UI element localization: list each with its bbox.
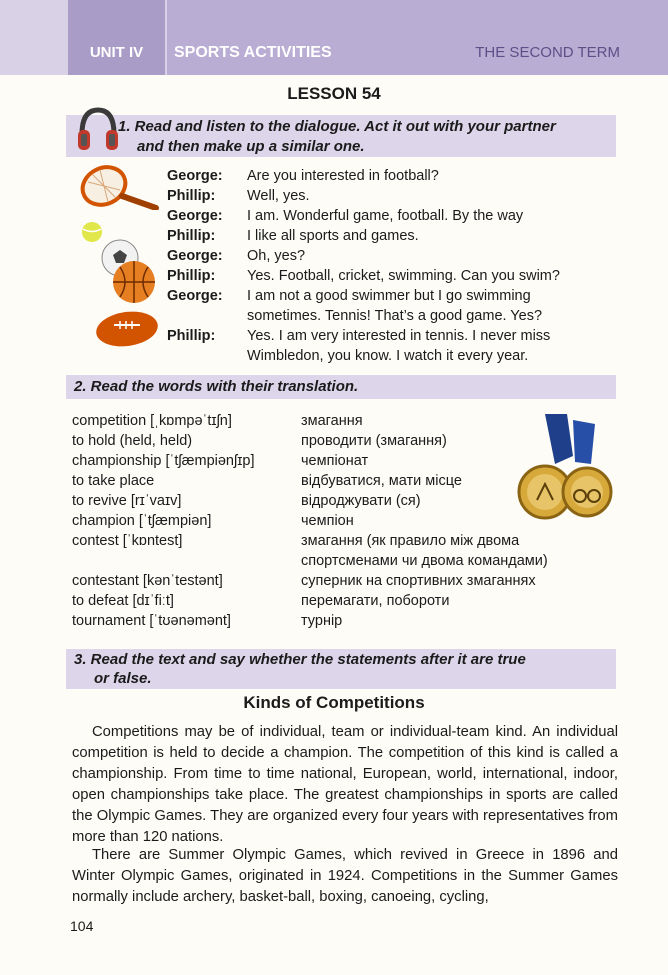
headphones-icon bbox=[76, 106, 120, 154]
rugby-ball-icon bbox=[92, 308, 162, 350]
dialogue-text: I like all sports and games. bbox=[247, 228, 419, 244]
vocab-translation: спортсменами чи двома командами) bbox=[301, 553, 548, 569]
dialogue-text: sometimes. Tennis! That’s a good game. Yes? bbox=[247, 308, 543, 324]
vocab-translation: відбуватися, мати місце bbox=[301, 473, 462, 489]
speaker: George: bbox=[167, 208, 223, 224]
vocab-word: contestant [kənˈtestənt] bbox=[72, 573, 223, 589]
vocab-word: competition [ˌkɒmpəˈtɪʃn] bbox=[72, 413, 232, 429]
vocab-word: contest [ˈkɒntest] bbox=[72, 533, 183, 549]
vocab-word: to revive [rɪˈvaɪv] bbox=[72, 493, 182, 509]
speaker: Phillip: bbox=[167, 328, 216, 344]
tennis-racket-icon bbox=[78, 162, 162, 210]
dialogue-text: I am. Wonderful game, football. By the way bbox=[247, 208, 524, 224]
vocab-word: champion [ˈtʃæmpiən] bbox=[72, 513, 212, 529]
lesson-title: LESSON 54 bbox=[287, 84, 381, 103]
vocab-word: championship [ˈtʃæmpiənʃɪp] bbox=[72, 453, 255, 469]
page-number: 104 bbox=[70, 918, 94, 934]
speaker: George: bbox=[167, 248, 223, 264]
vocab-word: to take place bbox=[72, 473, 155, 489]
vocab-translation: чемпіон bbox=[301, 513, 354, 529]
dialogue-text: I am not a good swimmer but I go swimming bbox=[247, 288, 531, 304]
topic-label: SPORTS ACTIVITIES bbox=[174, 44, 332, 61]
vocab-translation: проводити (змагання) bbox=[301, 433, 447, 449]
vocab-translation: змагання bbox=[301, 413, 363, 429]
dialogue-text: Yes. I am very interested in tennis. I never miss bbox=[247, 328, 551, 344]
vocab-word: to defeat [dɪˈfiːt] bbox=[72, 593, 174, 609]
vocab-translation: відроджувати (ся) bbox=[301, 493, 421, 509]
dialogue-text: Well, yes. bbox=[247, 188, 310, 204]
medals-icon bbox=[515, 414, 615, 526]
vocab-translation: суперник на спортивних змаганнях bbox=[301, 573, 536, 589]
vocab-word: to hold (held, held) bbox=[72, 433, 193, 449]
basketball-icon bbox=[110, 258, 158, 306]
speaker: Phillip: bbox=[167, 268, 216, 284]
task1-line2: and then make up a similar one. bbox=[137, 138, 365, 155]
vocab-word: tournament [ˈtʊənəmənt] bbox=[72, 613, 231, 629]
task3-line1: 3. Read the text and say whether the statements after it are true bbox=[74, 651, 526, 668]
speaker: George: bbox=[167, 288, 223, 304]
vocab-translation: перемагати, побороти bbox=[301, 593, 450, 609]
paragraph: There are Summer Olympic Games, which revived in Greece in 1896 and Winter Olympic Games, originated in 1924. Competitions in the Summer Games normally include archery, basket-ball, boxing, canoeing, cycling, bbox=[72, 847, 618, 905]
dialogue-text: Yes. Football, cricket, swimming. Can you swim? bbox=[247, 268, 560, 284]
dialogue-text: Are you interested in football? bbox=[247, 168, 439, 184]
term-label: THE SECOND TERM bbox=[475, 44, 620, 61]
reading-title: Kinds of Competitions bbox=[243, 693, 425, 712]
paragraph: Competitions may be of individual, team or individual-team kind. An individual competition is held to decide a champion. The competition of this kind is called a championship. From time to time national, European, world, international, indoor, open championships take place. The greatest championships in sports are called the Olympic Games. They are organized every four years with representatives from more than 120 nations. bbox=[72, 724, 618, 845]
task3-line2: or false. bbox=[94, 670, 152, 687]
speaker: George: bbox=[167, 168, 223, 184]
vocab-translation: турнір bbox=[301, 613, 343, 629]
vocab-translation: чемпіонат bbox=[301, 453, 369, 469]
task2-text: 2. Read the words with their translation. bbox=[74, 378, 359, 395]
vocab-translation: змагання (як правило між двома bbox=[301, 533, 520, 549]
unit-label: UNIT IV bbox=[68, 0, 165, 75]
dialogue-text: Oh, yes? bbox=[247, 248, 306, 264]
speaker: Phillip: bbox=[167, 188, 216, 204]
speaker: Phillip: bbox=[167, 228, 216, 244]
dialogue-text: Wimbledon, you know. I watch it every year. bbox=[247, 348, 529, 364]
task1-line1: 1. Read and listen to the dialogue. Act it out with your partner bbox=[118, 118, 556, 135]
topic-band bbox=[167, 0, 668, 75]
